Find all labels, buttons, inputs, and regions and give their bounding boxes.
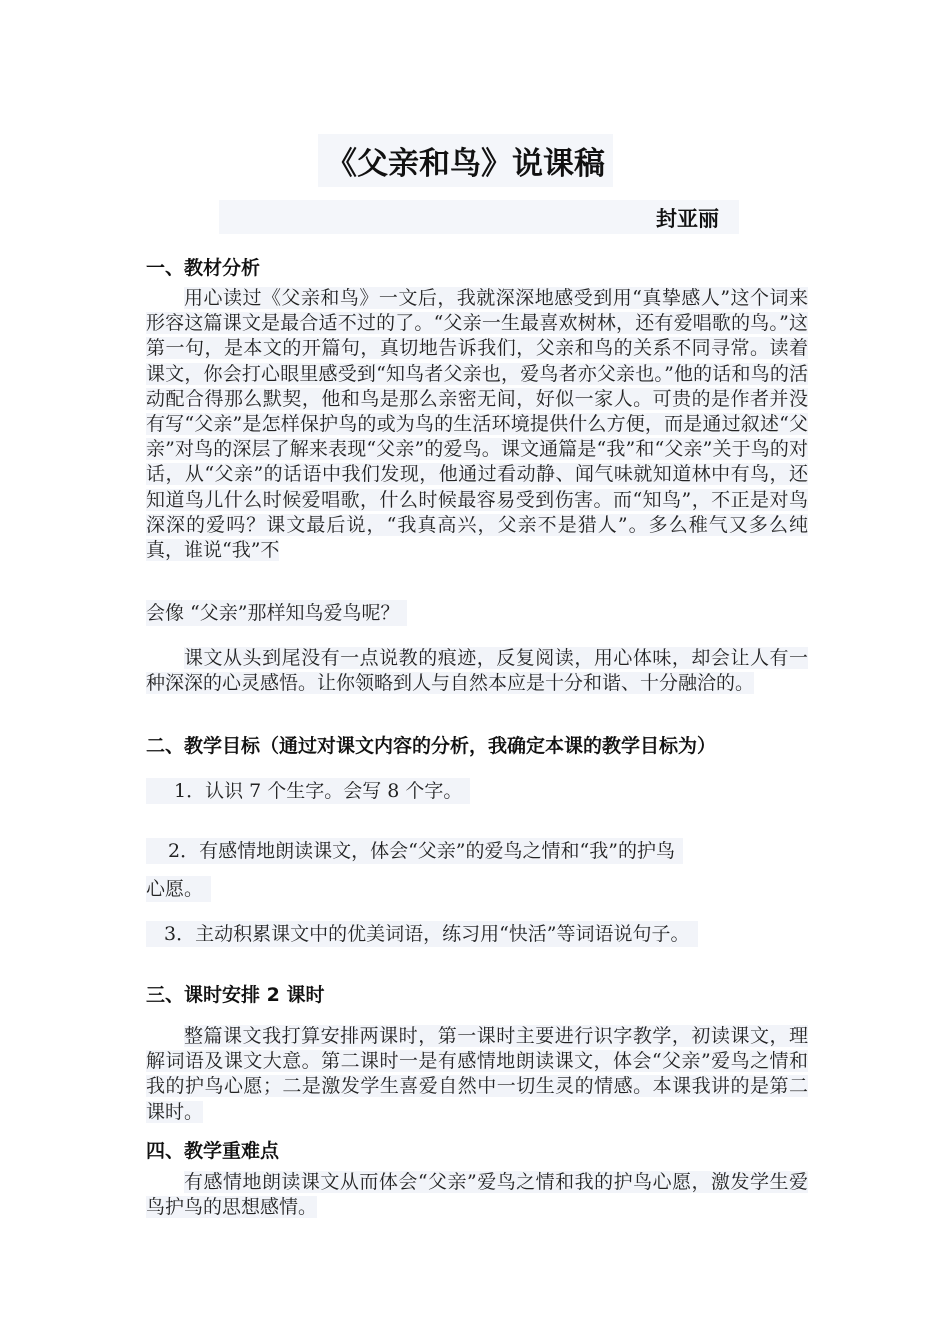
objective-item-2: 2．有感情地朗读课文，体会“父亲”的爱鸟之情和“我”的护鸟 [146,836,683,863]
section-heading-2: 二、教学目标（通过对课文内容的分析，我确定本课的教学目标为） [146,735,717,757]
section-4-paragraph-1 [146,1170,808,1220]
objective-item-3: 3．主动积累课文中的优美词语，练习用“快活”等词语说句子。 [146,919,698,946]
section-1-paragraph-2 [146,646,808,696]
author-name: 封亚丽 [656,207,719,231]
section-1-paragraph-1-continued: 会像 “父亲”那样知鸟爱鸟呢？ [146,598,407,625]
section-heading-1: 一、教材分析 [146,257,261,279]
section-1-paragraph-1 [146,286,808,588]
section-heading-3: 三、课时安排 2 课时 [146,984,325,1006]
section-3-paragraph-1 [146,1024,808,1125]
section-heading-4: 四、教学重难点 [146,1140,280,1162]
section-1-paragraph-1-text: 用心读过《父亲和鸟》一文后，我就深深地感受到用“真挚感人”这个词来形容这篇课文是最合适不过的了。“父亲一生最喜欢树林，还有爱唱歌的鸟。”这第一句，是本文的开篇句，真切地告诉我们，父亲和鸟的关系不同寻常。读着课文，你会打心眼里感受到“知鸟者父亲也，爱鸟者亦父亲也。”他的话和鸟的活动配合得那么默契，他和鸟是那么亲密无间，好似一家人。可贵的是作者并没有写“父亲”是怎样保护鸟的或为鸟的生活环境提供什么方便，而是通过叙述“父亲”对鸟的深层了解来表现“父亲”的爱鸟。课文通篇是“我”和“父亲”关于鸟的对话，从“父亲”的话语中我们发现，他通过看动静、闻气味就知道林中有鸟，还知道鸟儿什么时候爱唱歌，什么时候最容易受到伤害。而“知鸟”，不正是对鸟深深的爱吗？课文最后说，“我真高兴，父亲不是猎人”。多么稚气又多么纯真，谁说“我”不 [146,287,808,562]
objective-item-1: 1．认识 7 个生字。会写 8 个字。 [146,776,470,803]
section-1-paragraph-2-text: 课文从头到尾没有一点说教的痕迹，反复阅读，用心体味，却会让人有一种深深的心灵感悟。让你领略到人与自然本应是十分和谐、十分融洽的。 [146,647,808,695]
objective-item-2-continued: 心愿。 [146,874,211,901]
document-title: 《父亲和鸟》说课稿 [318,134,613,187]
section-4-paragraph-1-text: 有感情地朗读课文从而体会“父亲”爱鸟之情和我的护鸟心愿，激发学生爱鸟护鸟的思想感情。 [146,1171,808,1219]
section-3-paragraph-1-text: 整篇课文我打算安排两课时，第一课时主要进行识字教学，初读课文，理解词语及课文大意。第二课时一是有感情地朗读课文，体会“父亲”爱鸟之情和我的护鸟心愿；二是激发学生喜爱自然中一切生灵的情感。本课我讲的是第二课时。 [146,1025,808,1123]
